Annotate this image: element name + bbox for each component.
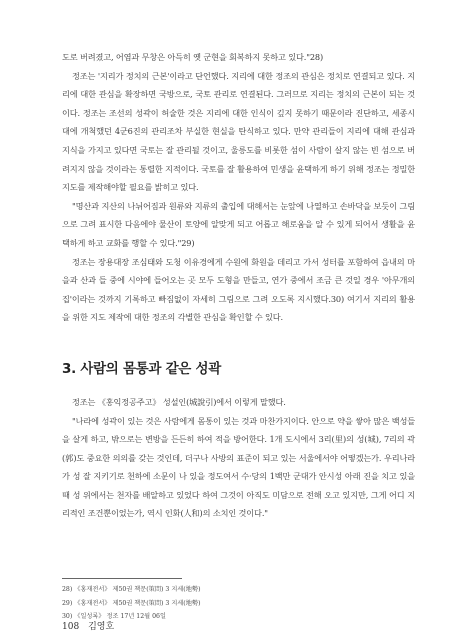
page-number: 108 [62, 622, 80, 632]
body-paragraph: 정조는 장용대장 조심태와 도청 이유경에게 수원에 화원을 데리고 가서 성터를 포함하여 읍내의 마을과 산과 들 중에 시야에 들어오는 곳 모두 도형을 만들고, 연가 중에서 조금 큰 것일 경우 '아무개의 집'이라는 것까지 기록하고 빠짐없이 자세히 그림으로 그려 오도록 지시했다.30) 여기서 지리의 활용을 위한 지도 제작에 대한 정조의 각별한 관심을 확인할 수 있다. [62, 256, 415, 323]
body-paragraph: "나라에 성곽이 있는 것은 사람에게 몸통이 있는 것과 마찬가지이다. 안으로 약을 쌓아 많은 백성들을 살게 하고, 밖으로는 변방을 든든히 하여 적을 방어한다. 1개 도시에서 3리(里)의 성(城), 7리의 곽(郭)도 중요한 의의를 갖는 것인데, 더구나 사방의 표준이 되고 있는 서울에서야 어떻겠는가. 우리나라가 성 잘 지키기로 천하에 소문이 나 있을 정도여서 수·당의 1백만 군대가 안시성 아래 진을 치고 있을 때 성 위에서는 천자를 배알하고 있었다 하여 그것이 아직도 미담으로 전해 오고 있지만, 그게 어디 지리적인 조건뿐이었는가, 역시 인화(人和)의 소치인 것이다." [62, 415, 415, 519]
page-body [62, 48, 415, 523]
body-paragraph: "명산과 지산의 나뉘어짐과 원류와 지류의 출입에 대해서는 눈앞에 나열하고 손바닥을 보듯이 그림으로 그려 표시한 다음에야 물산이 토양에 알맞게 되고 어롭고 해로움을 알 수 있게 되어서 생활을 윤택하게 하고 교화를 행할 수 있다."29) [62, 200, 415, 248]
section-title: 3. 사람의 몸통과 같은 성곽 [62, 360, 221, 377]
body-paragraph: 도로 버려졌고, 어염과 무창은 아득히 옛 군현을 회복하지 못하고 있다."28) [62, 52, 324, 62]
footnote: 28) 《홍재전서》 제50권 책문(策問) 3 지세(地勢) [62, 586, 201, 593]
footnote: 29) 《홍재전서》 제50권 책문(策問) 3 지세(地勢) [62, 599, 201, 607]
footnote-divider [62, 578, 182, 579]
footnotes [62, 583, 415, 624]
author-name: 김영호 [88, 622, 115, 632]
footnote: 30) 《일성록》 정조 17년 12월 06일 [62, 613, 166, 620]
body-paragraph: 정조는 《홍익정공주고》 성설인(城說引)에서 이렇게 말했다. [72, 396, 286, 407]
page-footer [62, 619, 114, 632]
body-paragraph: 정조는 '지리가 정치의 근본'이라고 단언했다. 지리에 대한 정조의 관심은 정치로 연결되고 있다. 지리에 대한 관심을 확장하면 국방으로, 국토 관리로 연결된다. 그러므로 지리는 정치의 근본이 되는 것이다. 정조는 조선의 성곽이 허술한 것은 지리에 대한 인식이 깊지 못하기 때문이라 진단하고, 세종시대에 개척했던 4군6진의 관리조차 부실한 현실을 탄식하고 있다. 만약 관리들이 지리에 대해 관심과 지식을 가지고 있다면 국토는 잘 관리될 것이고, 울릉도를 비롯한 섬이 사람이 살지 않는 빈 섬으로 버려지지 않을 것이라는 통렬한 지적이다. 국토를 잘 활용하여 민생을 윤택하게 하기 위해 정조는 정밀한 지도를 제작해야할 필요를 밝히고 있다. [62, 70, 415, 193]
